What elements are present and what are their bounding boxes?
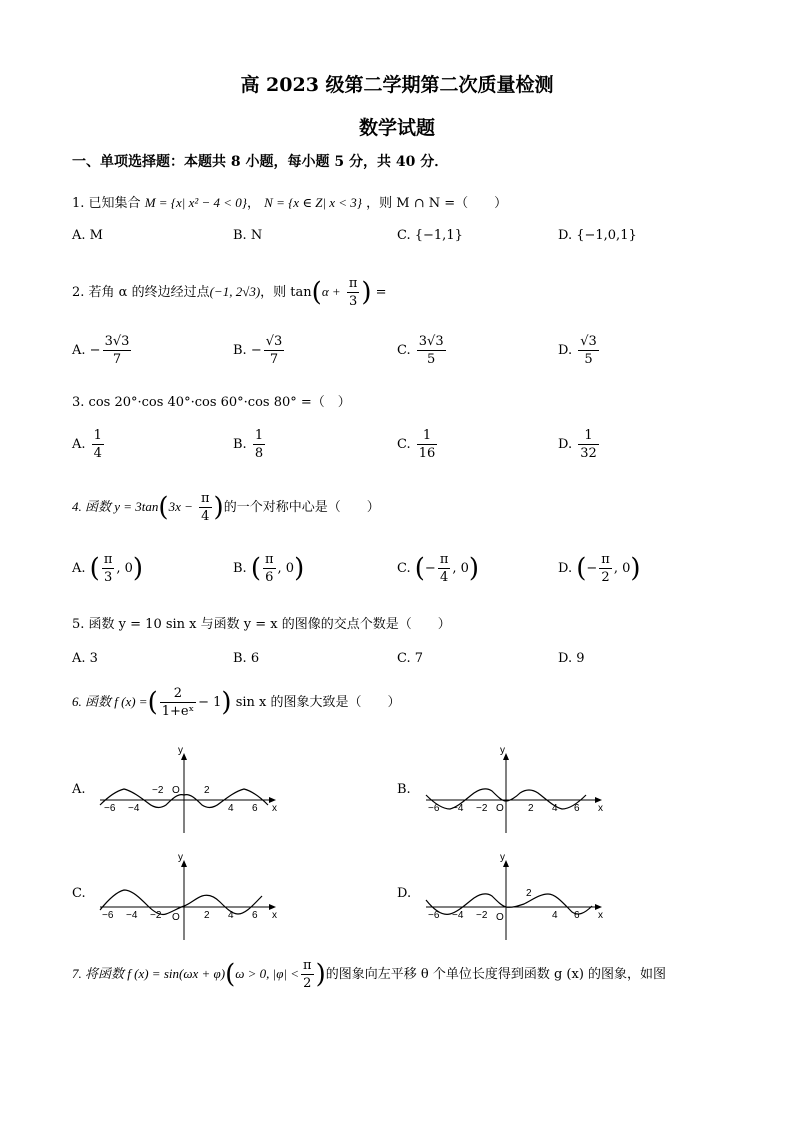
question-4-pi: π	[201, 491, 210, 506]
question-6: 6. 函数 f (x) =( $\frac{2}{\text{1+eˣ}}$ − 1) sin x 的图象大致是（ ）	[72, 686, 401, 719]
question-2-point: (−1, 2√3)	[209, 284, 261, 299]
graph-b-tick: −6	[428, 803, 440, 814]
q2-option-d-letter: D.	[558, 343, 573, 358]
graph-b-tick: 6	[574, 803, 580, 814]
question-7: 7. 将函数 f (x) = sin(ωx + φ)(ω > 0, |φ| < $\frac{\pi}{2}$ )的图象向左平移 θ 个单位长度得到函数 g (x) 的图象，如图	[72, 958, 667, 991]
q3-option-b	[233, 427, 267, 462]
graph-d-curve	[426, 894, 592, 915]
q4-option-a-letter: A.	[72, 561, 86, 576]
q4-option-b-tail: , 0	[277, 561, 295, 576]
q4-option-d-fraction	[599, 551, 612, 586]
question-1-comma: ，	[247, 196, 261, 211]
graph-d-origin: O	[496, 912, 504, 923]
question-7-pi: π	[303, 958, 312, 973]
page-title: 高 2023 级第二学期第二次质量检测	[240, 74, 554, 96]
question-7-two: 2	[301, 974, 314, 992]
graph-c-origin: O	[172, 912, 180, 923]
q5-option-a: A. 3	[72, 651, 98, 666]
q2-option-b-num: √3	[265, 334, 283, 349]
q3-option-d-fraction	[578, 427, 599, 462]
q3-option-a-num: 1	[93, 428, 102, 443]
q4-option-d-letter: D.	[558, 561, 573, 576]
q2-option-b	[233, 333, 286, 368]
q2-option-b-sign: −	[250, 343, 262, 358]
graph-c-curve	[100, 890, 262, 915]
question-1-prefix: 1. 已知集合	[72, 196, 141, 211]
question-6-minus: − 1	[198, 695, 222, 710]
q4-option-a-den: 3	[102, 568, 115, 586]
q4-option-a-fraction	[102, 551, 115, 586]
q3-option-d	[558, 427, 601, 462]
graph-c-tick: −4	[126, 910, 138, 921]
graph-b-y-label: y	[500, 745, 505, 756]
question-1	[72, 192, 507, 211]
question-4: 4. 函数 y = 3tan(3x − $\frac{\pi}{4}$ )的一个对称中心是（ ）	[72, 491, 380, 524]
question-4-suffix: 的一个对称中心是（ ）	[223, 500, 380, 515]
question-6-prefix: 6. 函数 f (x) =	[72, 694, 148, 709]
q4-option-a: A. ( $\frac{\pi}{3}$ , 0)	[72, 552, 144, 585]
q3-option-b-num: 1	[254, 428, 264, 443]
q3-option-c-den: 16	[418, 446, 436, 461]
graph-c-y-label: y	[178, 852, 183, 863]
q2-option-d-den: 5	[578, 350, 599, 368]
question-5: 5. 函数 y = 10 sin x 与函数 y = x 的图像的交点个数是（ ）	[72, 617, 451, 632]
question-2-pi: π	[348, 276, 358, 291]
graph-d-tick: −6	[428, 910, 440, 921]
graph-d-letter: D.	[397, 886, 412, 901]
q1-option-d: D. {−1,0,1}	[558, 228, 637, 243]
graph-b-origin: O	[496, 803, 504, 814]
graph-d-y-label: y	[500, 852, 505, 863]
q2-option-a-den: 7	[103, 350, 132, 368]
q2-option-c-num: 3√3	[418, 334, 444, 349]
q2-option-a-fraction	[103, 333, 132, 368]
question-1-set-m: M = {x| x² − 4 < 0}	[144, 195, 247, 210]
q4-option-c-sign: −	[424, 561, 436, 576]
q2-option-c-den: 5	[417, 350, 446, 368]
question-4-inner: 3x −	[168, 499, 193, 514]
graph-c-tick: 4	[228, 910, 234, 921]
q3-option-a	[72, 427, 106, 462]
q4-option-c: C. (− $\frac{\pi}{4}$ , 0)	[397, 552, 480, 585]
q2-option-d-num: √3	[580, 334, 597, 349]
q4-option-d-num: π	[601, 552, 610, 567]
q2-option-b-fraction	[264, 333, 285, 368]
graph-c-tick: 2	[204, 910, 210, 921]
graph-d-tick: −2	[476, 910, 488, 921]
q4-option-d-tail: , 0	[613, 561, 631, 576]
q3-option-a-den: 4	[93, 446, 102, 461]
graph-b-tick: 4	[552, 803, 558, 814]
question-2-three: 3	[347, 292, 360, 310]
graph-c	[94, 852, 284, 942]
q4-option-c-fraction	[438, 551, 451, 586]
graph-c-letter: C.	[72, 886, 86, 901]
question-2-expr: α +	[321, 284, 341, 299]
graph-a-tick: −4	[128, 803, 140, 814]
question-3: 3. cos 20°·cos 40°·cos 60°·cos 80° =（ ）	[72, 395, 351, 410]
graph-a-x-label: x	[272, 803, 277, 814]
question-6-suffix: sin x 的图象大致是（ ）	[235, 695, 401, 710]
q5-option-b: B. 6	[233, 651, 260, 666]
graph-b-tick: −4	[452, 803, 464, 814]
question-1-suffix: ，则 M ∩ N =（ ）	[366, 196, 508, 211]
q3-option-b-fraction	[253, 427, 265, 462]
question-2-mid: ，则 tan	[260, 285, 312, 300]
graph-b-x-label: x	[598, 803, 603, 814]
q3-option-c	[397, 427, 439, 462]
q3-option-d-num: 1	[584, 428, 593, 443]
question-7-cond: ω > 0, |φ| <	[235, 966, 300, 981]
graph-a-tick: −6	[104, 803, 116, 814]
graph-c-tick: 6	[252, 910, 258, 921]
graph-c-x-label: x	[272, 910, 277, 921]
question-4-four: 4	[199, 507, 212, 525]
question-4-prefix: 4. 函数 y = 3tan	[72, 499, 159, 514]
question-6-num: 2	[173, 686, 183, 701]
q2-option-a-num: 3√3	[104, 334, 130, 349]
q3-option-c-letter: C.	[397, 437, 411, 452]
q2-option-a-letter: A.	[72, 343, 86, 358]
question-1-set-n: N = {x ∈ Z| x < 3}	[264, 195, 362, 210]
graph-c-tick: −2	[150, 910, 162, 921]
q4-option-a-tail: , 0	[116, 561, 133, 576]
q4-option-b-den: 6	[263, 568, 276, 586]
q3-option-c-num: 1	[422, 428, 432, 443]
q3-option-a-fraction	[92, 427, 104, 462]
q4-option-c-tail: , 0	[452, 561, 469, 576]
graph-a-tick: 2	[204, 785, 210, 796]
q4-option-c-letter: C.	[397, 561, 411, 576]
q3-option-d-den: 32	[580, 446, 597, 461]
graph-b-tick: 2	[528, 803, 534, 814]
q4-option-d-sign: −	[586, 561, 598, 576]
question-7-suffix: 的图象向左平移 θ 个单位长度得到函数 g (x) 的图象，如图	[325, 967, 667, 982]
q2-option-a-sign: −	[89, 343, 101, 358]
graph-a-letter: A.	[72, 782, 86, 797]
question-4-fraction	[199, 490, 212, 525]
graph-a-y-label: y	[178, 745, 183, 756]
graph-d-x-label: x	[598, 910, 603, 921]
q2-option-a	[72, 333, 133, 368]
page-subtitle: 数学试题	[358, 117, 435, 139]
question-7-fraction	[301, 957, 314, 992]
q5-option-d: D. 9	[558, 651, 585, 666]
q5-option-c: C. 7	[397, 651, 424, 666]
q2-option-d	[558, 333, 601, 368]
graph-b-tick: −2	[476, 803, 488, 814]
q3-option-b-letter: B.	[233, 437, 247, 452]
q2-option-b-letter: B.	[233, 343, 247, 358]
graph-a-origin: O	[172, 785, 180, 796]
q4-option-a-num: π	[103, 552, 113, 567]
q4-option-b-letter: B.	[233, 561, 247, 576]
section-heading: 一、单项选择题：本题共 8 小题，每小题 5 分，共 40 分．	[72, 154, 449, 170]
q4-option-d-den: 2	[599, 568, 612, 586]
graph-d-tick: 2	[526, 888, 532, 899]
q4-option-b-fraction	[263, 551, 276, 586]
graph-d-tick: 4	[552, 910, 558, 921]
question-2: 2. 若角 α 的终边经过点(−1, 2√3)，则 tan(α + $\frac{\pi}{3}$ ) =	[72, 276, 387, 309]
q2-option-c	[397, 333, 448, 368]
question-2-suffix: =	[375, 285, 387, 300]
graph-c-tick: −6	[102, 910, 114, 921]
q4-option-c-num: π	[439, 552, 449, 567]
q1-option-b: B. N	[233, 228, 263, 243]
q4-option-c-den: 4	[438, 568, 451, 586]
q1-option-c: C. {−1,1}	[397, 228, 463, 243]
q4-option-b-num: π	[264, 552, 274, 567]
q3-option-a-letter: A.	[72, 437, 86, 452]
question-2-fraction	[347, 275, 360, 310]
q3-option-c-fraction	[417, 427, 438, 462]
graph-d-tick: 6	[574, 910, 580, 921]
q3-option-b-den: 8	[254, 446, 264, 461]
question-6-fraction	[160, 685, 196, 720]
question-2-prefix: 2. 若角 α 的终边经过点	[72, 285, 210, 300]
graph-d	[420, 852, 610, 942]
q2-option-d-fraction	[578, 333, 599, 368]
graph-d-tick: −4	[452, 910, 464, 921]
graph-b	[420, 745, 610, 835]
q1-option-a: A. M	[72, 228, 103, 243]
q3-option-d-letter: D.	[558, 437, 573, 452]
graph-a-tick: −2	[152, 785, 164, 796]
q2-option-c-letter: C.	[397, 343, 411, 358]
graph-a-tick: 4	[228, 803, 234, 814]
graph-a-tick: 6	[252, 803, 258, 814]
q2-option-b-den: 7	[264, 350, 285, 368]
q4-option-d: D. (− $\frac{\pi}{2}$ , 0)	[558, 552, 641, 585]
question-6-den: 1+eˣ	[161, 704, 195, 719]
question-7-prefix: 7. 将函数 f (x) = sin(ωx + φ)	[72, 966, 226, 981]
graph-a	[94, 745, 284, 835]
graph-b-letter: B.	[397, 782, 411, 797]
q4-option-b: B. ( $\frac{\pi}{6}$ , 0)	[233, 552, 305, 585]
q2-option-c-fraction	[417, 333, 446, 368]
